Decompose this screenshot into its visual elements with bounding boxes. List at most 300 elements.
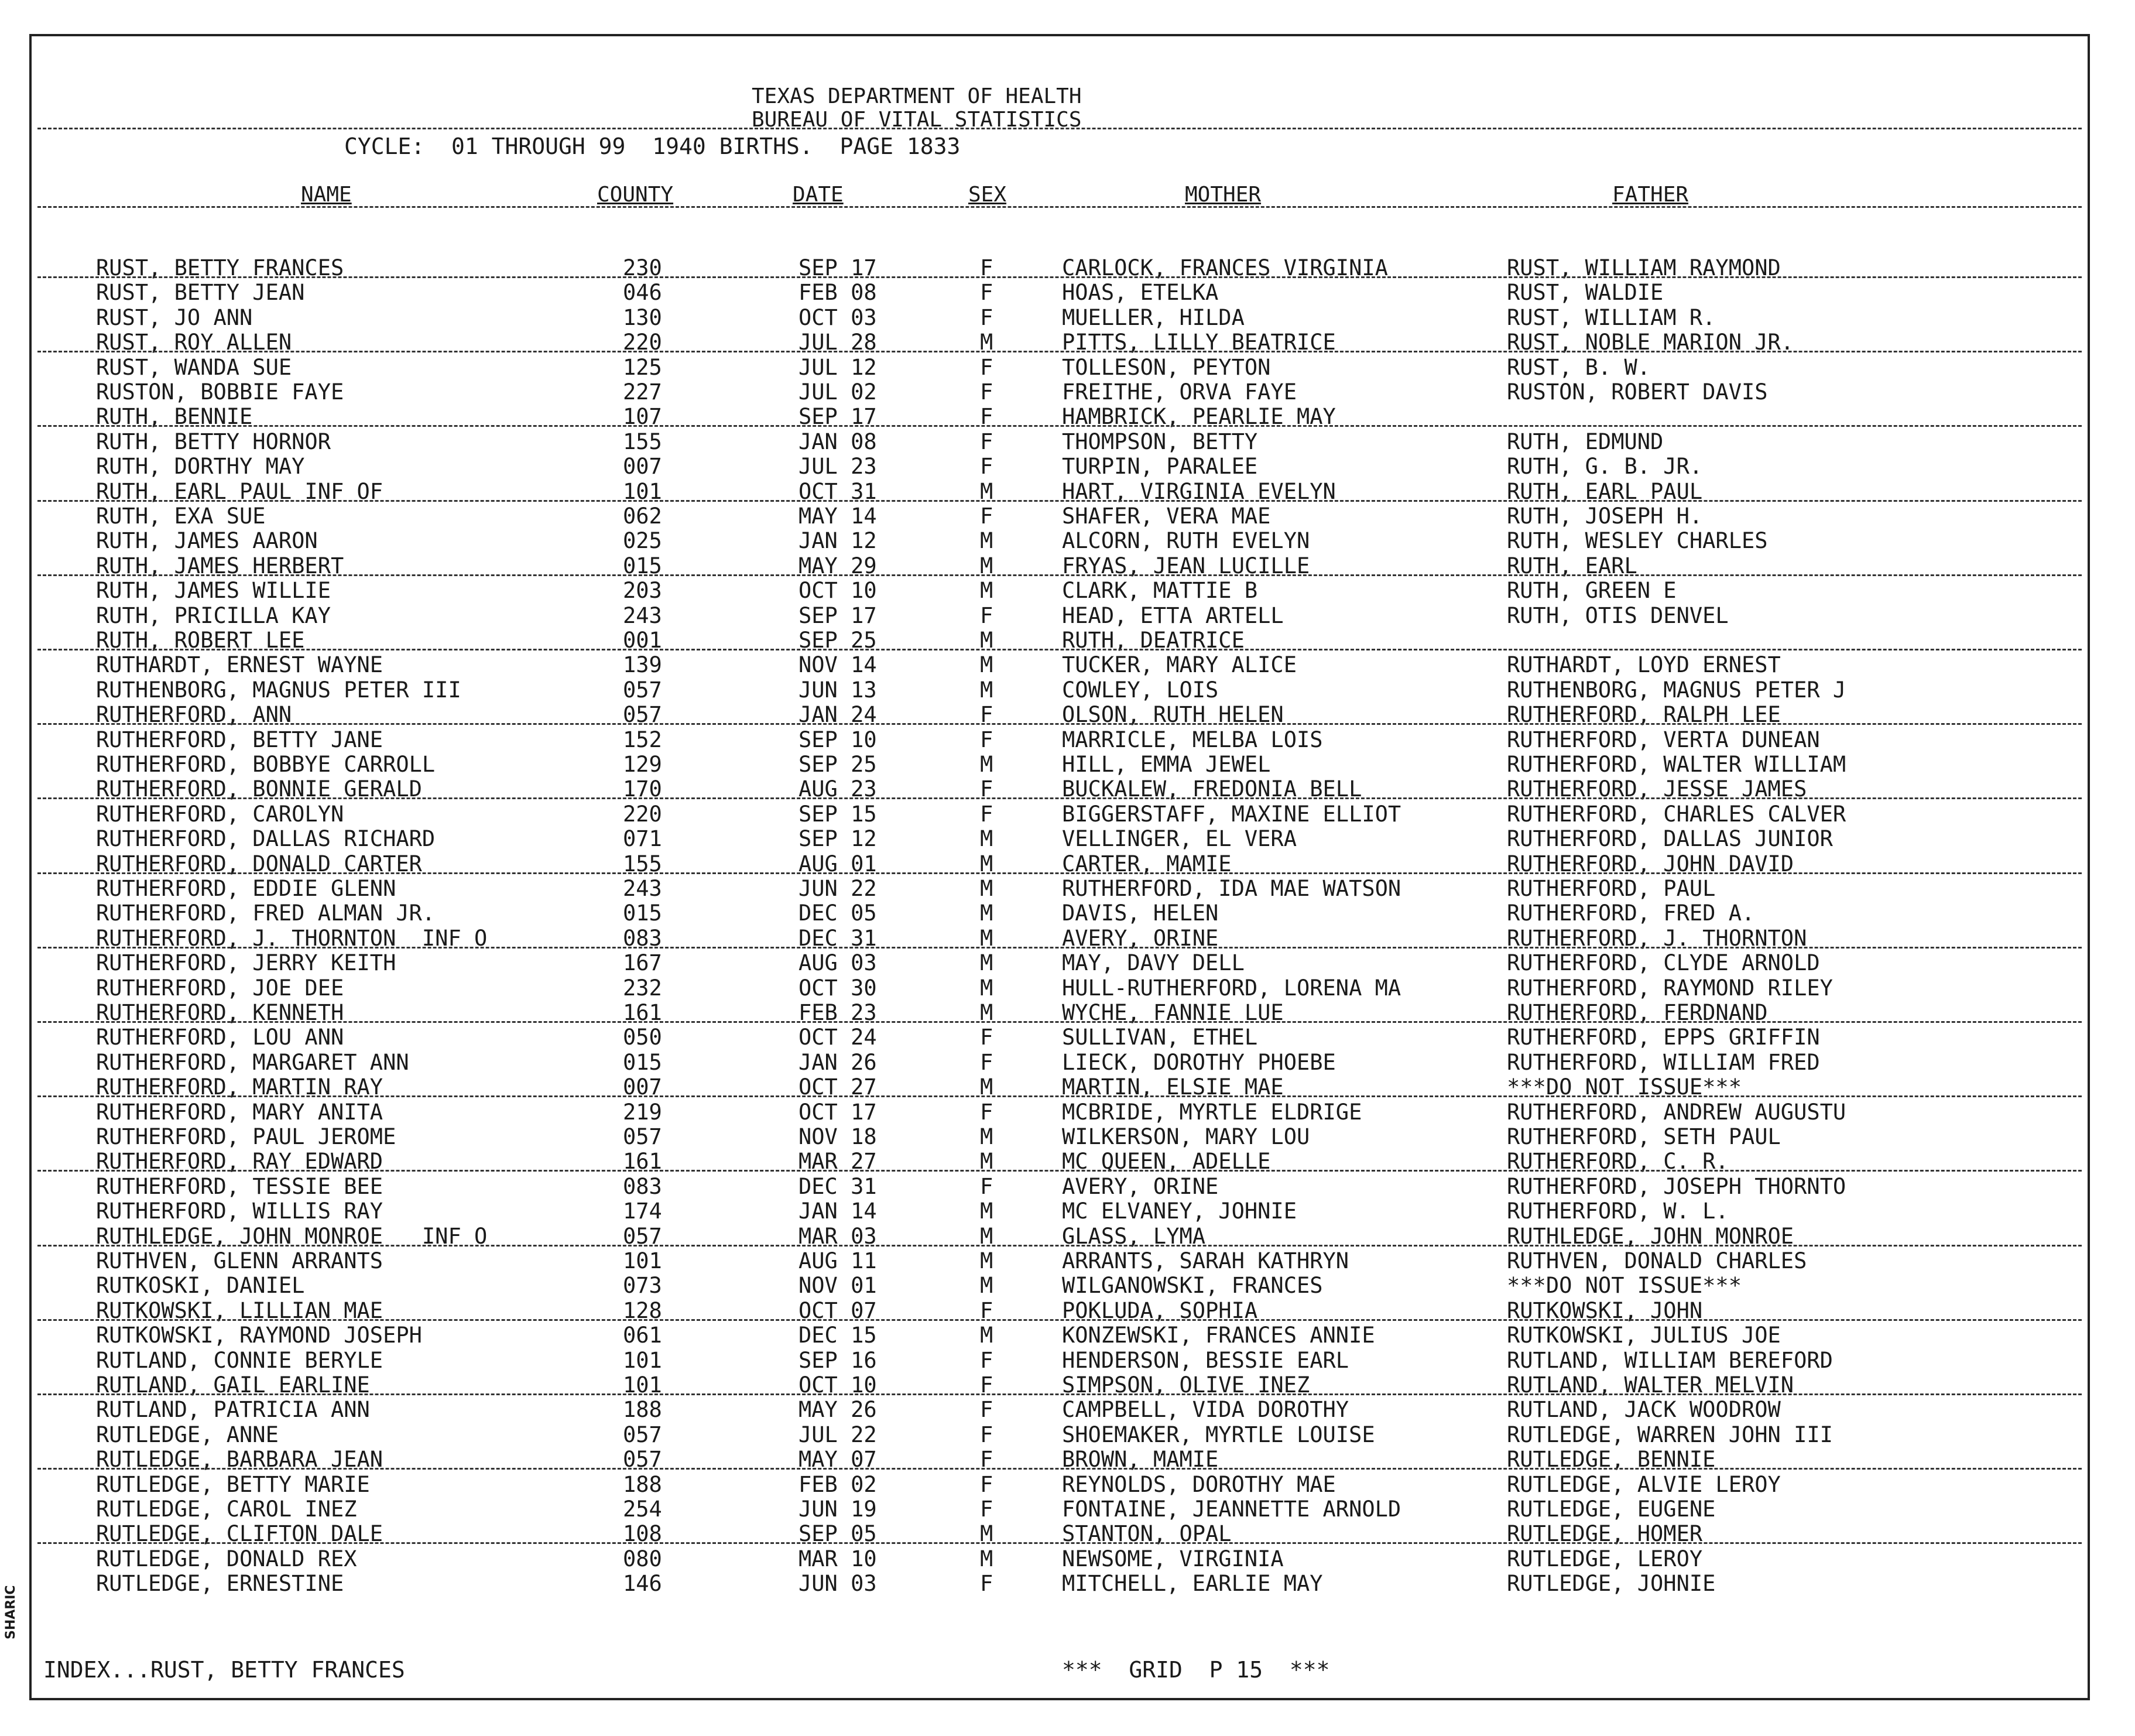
record-father: RUTLEDGE, WARREN JOHN III bbox=[1507, 1422, 1833, 1447]
record-name: RUTKOSKI, DANIEL bbox=[96, 1273, 305, 1299]
record-date: OCT 07 bbox=[799, 1297, 877, 1323]
record-father: RUTHERFORD, DALLAS JUNIOR bbox=[1507, 826, 1833, 852]
record-sex: F bbox=[980, 304, 993, 330]
record-mother: CLARK, MATTIE B bbox=[1062, 578, 1258, 604]
record-county: 129 bbox=[623, 752, 662, 777]
record-mother: GLASS, LYMA bbox=[1062, 1223, 1206, 1249]
row-group-divider bbox=[37, 425, 2082, 427]
record-county: 071 bbox=[623, 826, 662, 852]
record-mother: STANTON, OPAL bbox=[1062, 1521, 1232, 1547]
record-mother: HILL, EMMA JEWEL bbox=[1062, 752, 1271, 777]
record-mother: WYCHE, FANNIE LUE bbox=[1062, 1000, 1284, 1025]
record-date: MAY 14 bbox=[799, 504, 877, 529]
row-group-divider bbox=[37, 1245, 2082, 1247]
record-name: RUTH, JAMES AARON bbox=[96, 528, 318, 554]
record-sex: M bbox=[980, 1273, 993, 1299]
record-father: RUTLAND, JACK WOODROW bbox=[1507, 1397, 1781, 1423]
record-name: RUTHERFORD, MARGARET ANN bbox=[96, 1049, 409, 1075]
record-county: 128 bbox=[623, 1297, 662, 1323]
record-mother: OLSON, RUTH HELEN bbox=[1062, 702, 1284, 728]
record-sex: M bbox=[980, 1074, 993, 1100]
table-row bbox=[32, 504, 2081, 528]
table-row bbox=[32, 677, 2081, 702]
record-date: AUG 03 bbox=[799, 950, 877, 976]
record-sex: F bbox=[980, 1497, 993, 1522]
record-father: RUTHERFORD, J. THORNTON bbox=[1507, 925, 1807, 951]
row-group-divider bbox=[37, 1170, 2082, 1172]
record-sex: M bbox=[980, 1199, 993, 1224]
record-county: 057 bbox=[623, 1223, 662, 1249]
record-sex: F bbox=[980, 1025, 993, 1050]
record-mother: SHOEMAKER, MYRTLE LOUISE bbox=[1062, 1422, 1375, 1447]
record-mother: HEAD, ETTA ARTELL bbox=[1062, 602, 1284, 628]
record-date: MAR 03 bbox=[799, 1223, 877, 1249]
record-father: RUTHERFORD, JESSE JAMES bbox=[1507, 776, 1807, 802]
index-footer: INDEX...RUST, BETTY FRANCES bbox=[43, 1657, 405, 1683]
table-row bbox=[32, 1273, 2081, 1297]
record-sex: M bbox=[980, 478, 993, 504]
record-sex: F bbox=[980, 1571, 993, 1597]
record-date: JAN 24 bbox=[799, 702, 877, 728]
bureau-title: BUREAU OF VITAL STATISTICS bbox=[752, 108, 1082, 132]
record-name: RUTH, JAMES HERBERT bbox=[96, 553, 344, 578]
record-name: RUTH, EARL PAUL INF OF bbox=[96, 478, 383, 504]
record-father: RUTHERFORD, CHARLES CALVER bbox=[1507, 801, 1846, 827]
record-name: RUTLAND, GAIL EARLINE bbox=[96, 1372, 370, 1398]
record-date: MAR 27 bbox=[799, 1149, 877, 1175]
record-father: RUTHERFORD, WALTER WILLIAM bbox=[1507, 752, 1846, 777]
record-date: JUL 23 bbox=[799, 454, 877, 480]
row-group-divider bbox=[37, 1468, 2082, 1470]
record-date: AUG 11 bbox=[799, 1248, 877, 1273]
record-county: 015 bbox=[623, 1049, 662, 1075]
record-county: 170 bbox=[623, 776, 662, 802]
record-name: RUTHERFORD, EDDIE GLENN bbox=[96, 876, 396, 901]
record-date: JAN 14 bbox=[799, 1199, 877, 1224]
record-father: RUTKOWSKI, JULIUS JOE bbox=[1507, 1323, 1781, 1348]
record-sex: F bbox=[980, 354, 993, 380]
record-father: RUTHERFORD, ANDREW AUGUSTU bbox=[1507, 1099, 1846, 1125]
record-name: RUTH, PRICILLA KAY bbox=[96, 602, 331, 628]
record-date: JAN 12 bbox=[799, 528, 877, 554]
record-mother: BIGGERSTAFF, MAXINE ELLIOT bbox=[1062, 801, 1401, 827]
record-name: RUTLAND, PATRICIA ANN bbox=[96, 1397, 370, 1423]
row-group-divider bbox=[37, 351, 2082, 352]
record-name: RUTHERFORD, BONNIE GERALD bbox=[96, 776, 422, 802]
record-sex: M bbox=[980, 876, 993, 901]
record-name: RUTHERFORD, BETTY JANE bbox=[96, 727, 383, 752]
record-father: RUTHENBORG, MAGNUS PETER J bbox=[1507, 677, 1846, 703]
row-group-divider bbox=[37, 1319, 2082, 1321]
record-name: RUTLEDGE, DONALD REX bbox=[96, 1546, 357, 1571]
record-name: RUST, JO ANN bbox=[96, 304, 253, 330]
table-row bbox=[32, 1100, 2081, 1124]
record-date: SEP 17 bbox=[799, 404, 877, 430]
row-group-divider bbox=[37, 500, 2082, 502]
record-county: 083 bbox=[623, 925, 662, 951]
record-mother: RUTHERFORD, IDA MAE WATSON bbox=[1062, 876, 1401, 901]
record-date: SEP 17 bbox=[799, 255, 877, 280]
table-row bbox=[32, 1348, 2081, 1372]
record-county: 050 bbox=[623, 1025, 662, 1050]
record-name: RUTHERFORD, WILLIS RAY bbox=[96, 1199, 383, 1224]
record-sex: M bbox=[980, 752, 993, 777]
record-name: RUTHERFORD, MARY ANITA bbox=[96, 1099, 383, 1125]
record-name: RUTKOWSKI, RAYMOND JOSEPH bbox=[96, 1323, 422, 1348]
row-group-divider bbox=[37, 1393, 2082, 1395]
record-mother: HART, VIRGINIA EVELYN bbox=[1062, 478, 1336, 504]
record-name: RUTLAND, CONNIE BERYLE bbox=[96, 1347, 383, 1373]
table-row bbox=[32, 1497, 2081, 1521]
record-father: RUTHERFORD, W. L. bbox=[1507, 1199, 1729, 1224]
record-sex: M bbox=[980, 1124, 993, 1149]
table-row bbox=[32, 1546, 2081, 1571]
record-mother: BUCKALEW, FREDONIA BELL bbox=[1062, 776, 1362, 802]
record-name: RUTHERFORD, FRED ALMAN JR. bbox=[96, 900, 436, 926]
record-date: DEC 05 bbox=[799, 900, 877, 926]
record-date: JUN 22 bbox=[799, 876, 877, 901]
record-mother: HENDERSON, BESSIE EARL bbox=[1062, 1347, 1349, 1373]
row-group-divider bbox=[37, 1021, 2082, 1023]
table-row bbox=[32, 1422, 2081, 1447]
record-mother: CAMPBELL, VIDA DOROTHY bbox=[1062, 1397, 1349, 1423]
record-mother: LIECK, DOROTHY PHOEBE bbox=[1062, 1049, 1336, 1075]
record-date: JUL 02 bbox=[799, 379, 877, 405]
record-father: RUTH, WESLEY CHARLES bbox=[1507, 528, 1768, 554]
record-father: RUTH, G. B. JR. bbox=[1507, 454, 1703, 480]
record-mother: SIMPSON, OLIVE INEZ bbox=[1062, 1372, 1310, 1398]
record-father: RUTHERFORD, RALPH LEE bbox=[1507, 702, 1781, 728]
table-row bbox=[32, 1571, 2081, 1595]
column-header-date: DATE bbox=[793, 183, 844, 207]
record-date: JUN 03 bbox=[799, 1571, 877, 1597]
record-sex: F bbox=[980, 1422, 993, 1447]
record-name: RUTKOWSKI, LILLIAN MAE bbox=[96, 1297, 383, 1323]
record-mother: COWLEY, LOIS bbox=[1062, 677, 1219, 703]
record-name: RUTHERFORD, KENNETH bbox=[96, 1000, 344, 1025]
record-mother: MITCHELL, EARLIE MAY bbox=[1062, 1571, 1323, 1597]
record-county: 219 bbox=[623, 1099, 662, 1125]
record-name: RUTLEDGE, CAROL INEZ bbox=[96, 1497, 357, 1522]
record-county: 062 bbox=[623, 504, 662, 529]
record-name: RUTLEDGE, BARBARA JEAN bbox=[96, 1447, 383, 1473]
record-mother: HOAS, ETELKA bbox=[1062, 280, 1219, 306]
record-name: RUTH, ROBERT LEE bbox=[96, 628, 305, 653]
record-sex: M bbox=[980, 826, 993, 852]
record-father: RUST, WILLIAM R. bbox=[1507, 304, 1716, 330]
record-county: 188 bbox=[623, 1471, 662, 1497]
record-father: RUTH, EDMUND bbox=[1507, 429, 1664, 454]
table-row bbox=[32, 355, 2081, 379]
record-name: RUTHERFORD, BOBBYE CARROLL bbox=[96, 752, 436, 777]
record-date: FEB 23 bbox=[799, 1000, 877, 1025]
record-name: RUTHARDT, ERNEST WAYNE bbox=[96, 652, 383, 678]
record-name: RUTLEDGE, ANNE bbox=[96, 1422, 279, 1447]
record-father: RUTLAND, WILLIAM BEREFORD bbox=[1507, 1347, 1833, 1373]
record-sex: M bbox=[980, 528, 993, 554]
record-name: RUTLEDGE, ERNESTINE bbox=[96, 1571, 344, 1597]
record-name: RUTHERFORD, JOE DEE bbox=[96, 975, 344, 1001]
record-mother: ARRANTS, SARAH KATHRYN bbox=[1062, 1248, 1349, 1273]
side-label: SHARIC bbox=[4, 1585, 18, 1639]
record-date: DEC 31 bbox=[799, 925, 877, 951]
record-name: RUST, BETTY FRANCES bbox=[96, 255, 344, 280]
record-county: 101 bbox=[623, 1372, 662, 1398]
record-mother: MARTIN, ELSIE MAE bbox=[1062, 1074, 1284, 1100]
table-row bbox=[32, 826, 2081, 851]
record-sex: F bbox=[980, 1471, 993, 1497]
record-mother: KONZEWSKI, FRANCES ANNIE bbox=[1062, 1323, 1375, 1348]
record-father: RUTHERFORD, VERTA DUNEAN bbox=[1507, 727, 1820, 752]
table-row bbox=[32, 1199, 2081, 1223]
column-header-divider bbox=[37, 206, 2082, 208]
record-sex: M bbox=[980, 677, 993, 703]
record-date: OCT 10 bbox=[799, 1372, 877, 1398]
record-father: RUTHLEDGE, JOHN MONROE bbox=[1507, 1223, 1794, 1249]
column-header-sex: SEX bbox=[968, 183, 1007, 207]
column-header-name: NAME bbox=[301, 183, 352, 207]
record-date: SEP 05 bbox=[799, 1521, 877, 1547]
record-date: OCT 24 bbox=[799, 1025, 877, 1050]
record-date: SEP 17 bbox=[799, 602, 877, 628]
row-group-divider bbox=[37, 947, 2082, 949]
record-county: 220 bbox=[623, 330, 662, 355]
record-date: SEP 10 bbox=[799, 727, 877, 752]
row-group-divider bbox=[37, 797, 2082, 799]
record-county: 101 bbox=[623, 478, 662, 504]
table-row bbox=[32, 379, 2081, 404]
record-sex: M bbox=[980, 1149, 993, 1175]
record-name: RUTHERFORD, PAUL JEROME bbox=[96, 1124, 396, 1149]
record-mother: CARTER, MAMIE bbox=[1062, 851, 1232, 876]
record-county: 007 bbox=[623, 454, 662, 480]
record-name: RUTH, JAMES WILLIE bbox=[96, 578, 331, 604]
record-father: RUTH, OTIS DENVEL bbox=[1507, 602, 1729, 628]
record-father: RUTH, EARL bbox=[1507, 553, 1637, 578]
record-county: 057 bbox=[623, 702, 662, 728]
record-name: RUTHENBORG, MAGNUS PETER III bbox=[96, 677, 461, 703]
record-county: 080 bbox=[623, 1546, 662, 1571]
record-county: 227 bbox=[623, 379, 662, 405]
record-father: RUTLEDGE, LEROY bbox=[1507, 1546, 1703, 1571]
record-name: RUTHLEDGE, JOHN MONROE INF O bbox=[96, 1223, 488, 1249]
record-father: RUTLEDGE, JOHNIE bbox=[1507, 1571, 1716, 1597]
table-row bbox=[32, 1397, 2081, 1422]
record-county: 101 bbox=[623, 1248, 662, 1273]
record-county: 146 bbox=[623, 1571, 662, 1597]
record-father: RUTHVEN, DONALD CHARLES bbox=[1507, 1248, 1807, 1273]
record-mother: VELLINGER, EL VERA bbox=[1062, 826, 1297, 852]
record-father: RUTH, GREEN E bbox=[1507, 578, 1677, 604]
record-father: ***DO NOT ISSUE*** bbox=[1507, 1273, 1742, 1299]
row-group-divider bbox=[37, 276, 2082, 278]
table-row bbox=[32, 280, 2081, 304]
record-date: SEP 15 bbox=[799, 801, 877, 827]
record-sex: F bbox=[980, 602, 993, 628]
record-name: RUST, ROY ALLEN bbox=[96, 330, 292, 355]
table-row bbox=[32, 429, 2081, 454]
record-county: 167 bbox=[623, 950, 662, 976]
record-county: 139 bbox=[623, 652, 662, 678]
record-sex: M bbox=[980, 1546, 993, 1571]
record-county: 161 bbox=[623, 1149, 662, 1175]
table-row bbox=[32, 305, 2081, 330]
record-sex: F bbox=[980, 702, 993, 728]
record-county: 232 bbox=[623, 975, 662, 1001]
record-sex: F bbox=[980, 1372, 993, 1398]
record-sex: F bbox=[980, 1099, 993, 1125]
record-mother: CARLOCK, FRANCES VIRGINIA bbox=[1062, 255, 1388, 280]
record-sex: F bbox=[980, 1297, 993, 1323]
record-father: RUST, WILLIAM RAYMOND bbox=[1507, 255, 1781, 280]
record-name: RUTHERFORD, JERRY KEITH bbox=[96, 950, 396, 976]
record-sex: F bbox=[980, 1173, 993, 1199]
record-name: RUTHERFORD, DONALD CARTER bbox=[96, 851, 422, 876]
record-name: RUTHERFORD, MARTIN RAY bbox=[96, 1074, 383, 1100]
table-row bbox=[32, 1248, 2081, 1273]
record-date: SEP 25 bbox=[799, 628, 877, 653]
record-county: 015 bbox=[623, 900, 662, 926]
record-date: JUL 12 bbox=[799, 354, 877, 380]
record-mother: TURPIN, PARALEE bbox=[1062, 454, 1258, 480]
record-mother: AVERY, ORINE bbox=[1062, 925, 1219, 951]
record-county: 015 bbox=[623, 553, 662, 578]
record-sex: M bbox=[980, 1223, 993, 1249]
record-name: RUTLEDGE, BETTY MARIE bbox=[96, 1471, 370, 1497]
record-name: RUTH, BENNIE bbox=[96, 404, 253, 430]
record-name: RUTH, BETTY HORNOR bbox=[96, 429, 331, 454]
record-mother: TUCKER, MARY ALICE bbox=[1062, 652, 1297, 678]
cycle-line: CYCLE: 01 THROUGH 99 1940 BIRTHS. PAGE 1833 bbox=[344, 133, 961, 159]
record-name: RUTHERFORD, RAY EDWARD bbox=[96, 1149, 383, 1175]
row-group-divider bbox=[37, 649, 2082, 650]
record-county: 057 bbox=[623, 1124, 662, 1149]
record-father: RUST, B. W. bbox=[1507, 354, 1651, 380]
record-mother: PITTS, LILLY BEATRICE bbox=[1062, 330, 1336, 355]
record-name: RUTHERFORD, J. THORNTON INF O bbox=[96, 925, 488, 951]
table-row bbox=[32, 1025, 2081, 1049]
record-date: OCT 31 bbox=[799, 478, 877, 504]
record-name: RUTHVEN, GLENN ARRANTS bbox=[96, 1248, 383, 1273]
table-row bbox=[32, 1174, 2081, 1199]
record-sex: F bbox=[980, 1347, 993, 1373]
record-mother: MAY, DAVY DELL bbox=[1062, 950, 1245, 976]
row-group-divider bbox=[37, 574, 2082, 576]
record-father: RUTLEDGE, ALVIE LEROY bbox=[1507, 1471, 1781, 1497]
record-father: RUTLEDGE, EUGENE bbox=[1507, 1497, 1716, 1522]
record-father: RUTH, JOSEPH H. bbox=[1507, 504, 1703, 529]
record-sex: M bbox=[980, 628, 993, 653]
record-date: DEC 31 bbox=[799, 1173, 877, 1199]
record-mother: THOMPSON, BETTY bbox=[1062, 429, 1258, 454]
record-name: RUTLEDGE, CLIFTON DALE bbox=[96, 1521, 383, 1547]
record-sex: F bbox=[980, 504, 993, 529]
record-county: 230 bbox=[623, 255, 662, 280]
record-name: RUTHERFORD, CAROLYN bbox=[96, 801, 344, 827]
table-row bbox=[32, 528, 2081, 553]
record-county: 001 bbox=[623, 628, 662, 653]
record-mother: MC ELVANEY, JOHNIE bbox=[1062, 1199, 1297, 1224]
record-father: RUTHERFORD, WILLIAM FRED bbox=[1507, 1049, 1820, 1075]
record-county: 220 bbox=[623, 801, 662, 827]
record-county: 243 bbox=[623, 876, 662, 901]
record-sex: M bbox=[980, 652, 993, 678]
record-date: SEP 25 bbox=[799, 752, 877, 777]
record-father: ***DO NOT ISSUE*** bbox=[1507, 1074, 1742, 1100]
record-sex: F bbox=[980, 1049, 993, 1075]
record-county: 073 bbox=[623, 1273, 662, 1299]
record-sex: M bbox=[980, 950, 993, 976]
table-row bbox=[32, 1472, 2081, 1497]
record-sex: F bbox=[980, 429, 993, 454]
record-county: 101 bbox=[623, 1347, 662, 1373]
record-date: MAR 10 bbox=[799, 1546, 877, 1571]
record-sex: F bbox=[980, 1447, 993, 1473]
record-mother: REYNOLDS, DOROTHY MAE bbox=[1062, 1471, 1336, 1497]
row-group-divider bbox=[37, 1095, 2082, 1097]
record-date: DEC 15 bbox=[799, 1323, 877, 1348]
record-father: RUTHERFORD, C. R. bbox=[1507, 1149, 1729, 1175]
record-name: RUTHERFORD, ANN bbox=[96, 702, 292, 728]
record-sex: F bbox=[980, 1397, 993, 1423]
record-date: JAN 26 bbox=[799, 1049, 877, 1075]
record-mother: MC QUEEN, ADELLE bbox=[1062, 1149, 1271, 1175]
column-header-mother: MOTHER bbox=[1185, 183, 1262, 207]
column-header-county: COUNTY bbox=[597, 183, 674, 207]
record-father: RUTHERFORD, FRED A. bbox=[1507, 900, 1755, 926]
record-date: SEP 12 bbox=[799, 826, 877, 852]
record-mother: SULLIVAN, ETHEL bbox=[1062, 1025, 1258, 1050]
record-mother: AVERY, ORINE bbox=[1062, 1173, 1219, 1199]
header-divider bbox=[37, 128, 2082, 129]
record-sex: M bbox=[980, 578, 993, 604]
table-row bbox=[32, 900, 2081, 925]
record-father: RUTHERFORD, JOHN DAVID bbox=[1507, 851, 1794, 876]
record-mother: MARRICLE, MELBA LOIS bbox=[1062, 727, 1323, 752]
table-row bbox=[32, 950, 2081, 975]
record-date: FEB 02 bbox=[799, 1471, 877, 1497]
table-row bbox=[32, 603, 2081, 628]
record-county: 125 bbox=[623, 354, 662, 380]
record-sex: M bbox=[980, 900, 993, 926]
table-row bbox=[32, 802, 2081, 826]
record-sex: F bbox=[980, 404, 993, 430]
record-mother: HULL-RUTHERFORD, LORENA MA bbox=[1062, 975, 1401, 1001]
record-mother: DAVIS, HELEN bbox=[1062, 900, 1219, 926]
record-name: RUTH, DORTHY MAY bbox=[96, 454, 305, 480]
record-county: 155 bbox=[623, 429, 662, 454]
record-date: NOV 01 bbox=[799, 1273, 877, 1299]
record-father: RUTHERFORD, PAUL bbox=[1507, 876, 1716, 901]
record-county: 007 bbox=[623, 1074, 662, 1100]
record-county: 107 bbox=[623, 404, 662, 430]
page-frame bbox=[29, 34, 2090, 1700]
table-row bbox=[32, 876, 2081, 900]
record-sex: M bbox=[980, 975, 993, 1001]
table-row bbox=[32, 652, 2081, 677]
record-date: OCT 03 bbox=[799, 304, 877, 330]
record-mother: POKLUDA, SOPHIA bbox=[1062, 1297, 1258, 1323]
record-father: RUTH, EARL PAUL bbox=[1507, 478, 1703, 504]
record-sex: M bbox=[980, 1521, 993, 1547]
record-county: 057 bbox=[623, 1422, 662, 1447]
record-father: RUTHERFORD, SETH PAUL bbox=[1507, 1124, 1781, 1149]
record-sex: M bbox=[980, 1323, 993, 1348]
row-group-divider bbox=[37, 723, 2082, 725]
table-row bbox=[32, 727, 2081, 752]
record-sex: F bbox=[980, 255, 993, 280]
record-date: JAN 08 bbox=[799, 429, 877, 454]
